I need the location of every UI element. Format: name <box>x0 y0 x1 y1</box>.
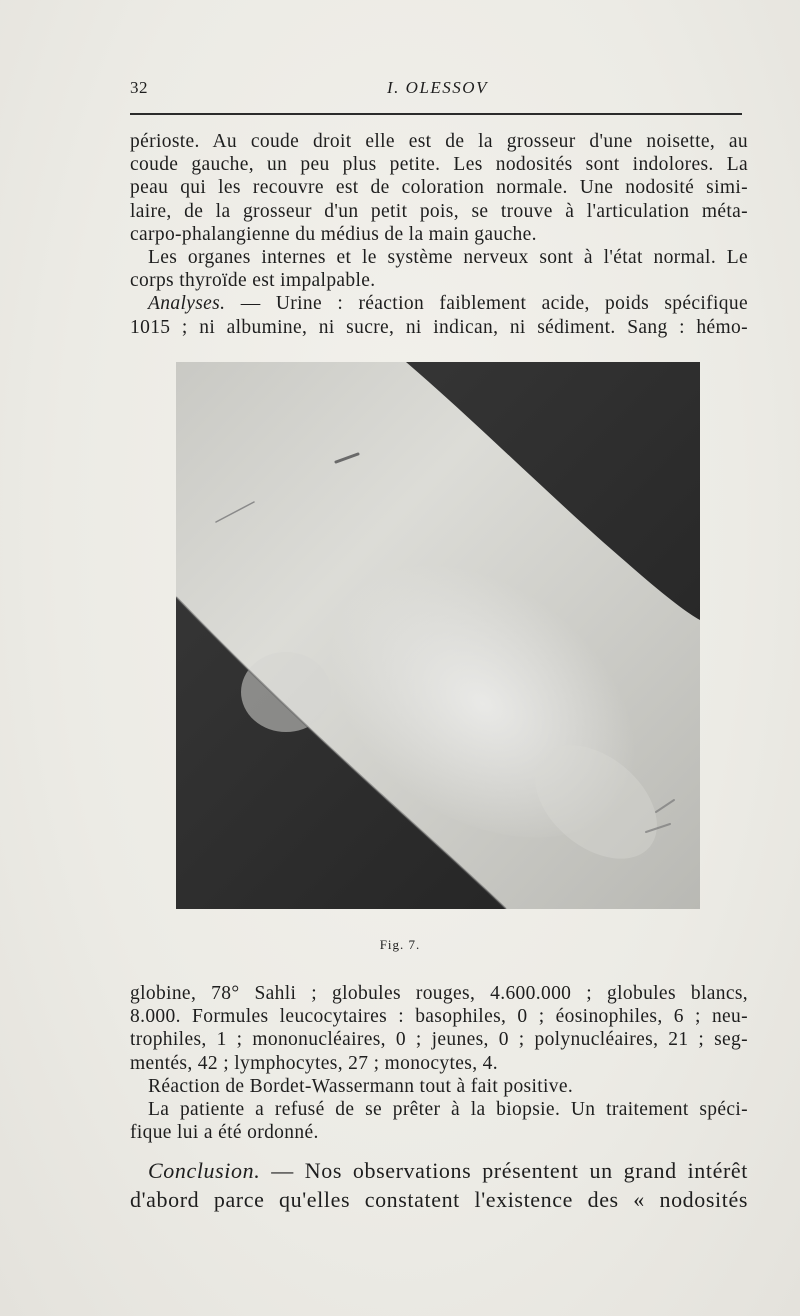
conclusion-heading: Conclusion. <box>148 1158 261 1183</box>
paragraph-7 <box>130 1156 748 1214</box>
header-rule <box>130 113 742 115</box>
running-head: I. OLESSOV <box>387 78 488 97</box>
body-text-bottom <box>130 982 748 1144</box>
analyses-first-line: — Urine : réaction faiblement acide, poids spécifique <box>240 293 749 315</box>
page-number: 32 <box>130 78 148 97</box>
text-line: périoste. Au coude droit elle est de la grosseur d'une noisette, au <box>130 131 748 152</box>
text-line: La patiente a refusé de se prêter à la biopsie. Un traitement spéci- <box>148 1099 748 1121</box>
text-line: trophiles, 1 ; mononucléaires, 0 ; jeunes, 0 ; polynucléaires, 21 ; seg- <box>130 1029 748 1051</box>
text-line <box>130 1156 748 1185</box>
analyses-heading: Analyses. <box>148 293 226 315</box>
text-line: 8.000. Formules leucocytaires : basophiles, 0 ; éosinophiles, 6 ; neu- <box>130 1006 748 1028</box>
clinical-photograph <box>176 362 700 909</box>
text-line: coude gauche, un peu plus petite. Les nodosités sont indolores. La <box>130 154 748 176</box>
text-line: Réaction de Bordet-Wassermann tout à fait positive. <box>148 1075 574 1097</box>
text-line: 1015 ; ni albumine, ni sucre, ni indican, ni sédiment. Sang : hémo- <box>130 316 748 338</box>
paragraph-1 <box>130 130 748 246</box>
paragraph-3 <box>130 292 748 338</box>
text-line <box>130 292 748 315</box>
body-text-top <box>130 130 748 339</box>
paragraph-5 <box>130 1075 748 1098</box>
text-line: laire, de la grosseur d'un petit pois, se trouve à l'articulation méta- <box>130 200 748 222</box>
paragraph-2 <box>130 246 748 292</box>
text-line: peau qui les recouvre est de coloration normale. Une nodosité simi- <box>130 177 748 199</box>
paragraph-4 <box>130 982 748 1075</box>
text-line: Les organes internes et le système nerveux sont à l'état normal. Le <box>148 247 748 269</box>
page-header <box>130 78 745 100</box>
text-line: fique lui a été ordonné. <box>130 1122 319 1144</box>
photograph-image <box>176 362 700 909</box>
text-line: d'abord parce qu'elles constatent l'existence des « nodosités <box>130 1187 748 1212</box>
conclusion-text <box>130 1156 748 1214</box>
text-line: globine, 78° Sahli ; globules rouges, 4.600.000 ; globules blancs, <box>130 983 748 1004</box>
text-line: mentés, 42 ; lymphocytes, 27 ; monocytes, 4. <box>130 1052 498 1074</box>
conclusion-first-line: — Nos observations présentent un grand intérêt <box>271 1158 748 1183</box>
figure-caption: Fig. 7. <box>379 937 421 952</box>
paragraph-6 <box>130 1098 748 1144</box>
text-line: corps thyroïde est impalpable. <box>130 270 376 292</box>
text-line: carpo-phalangienne du médius de la main gauche. <box>130 223 537 245</box>
